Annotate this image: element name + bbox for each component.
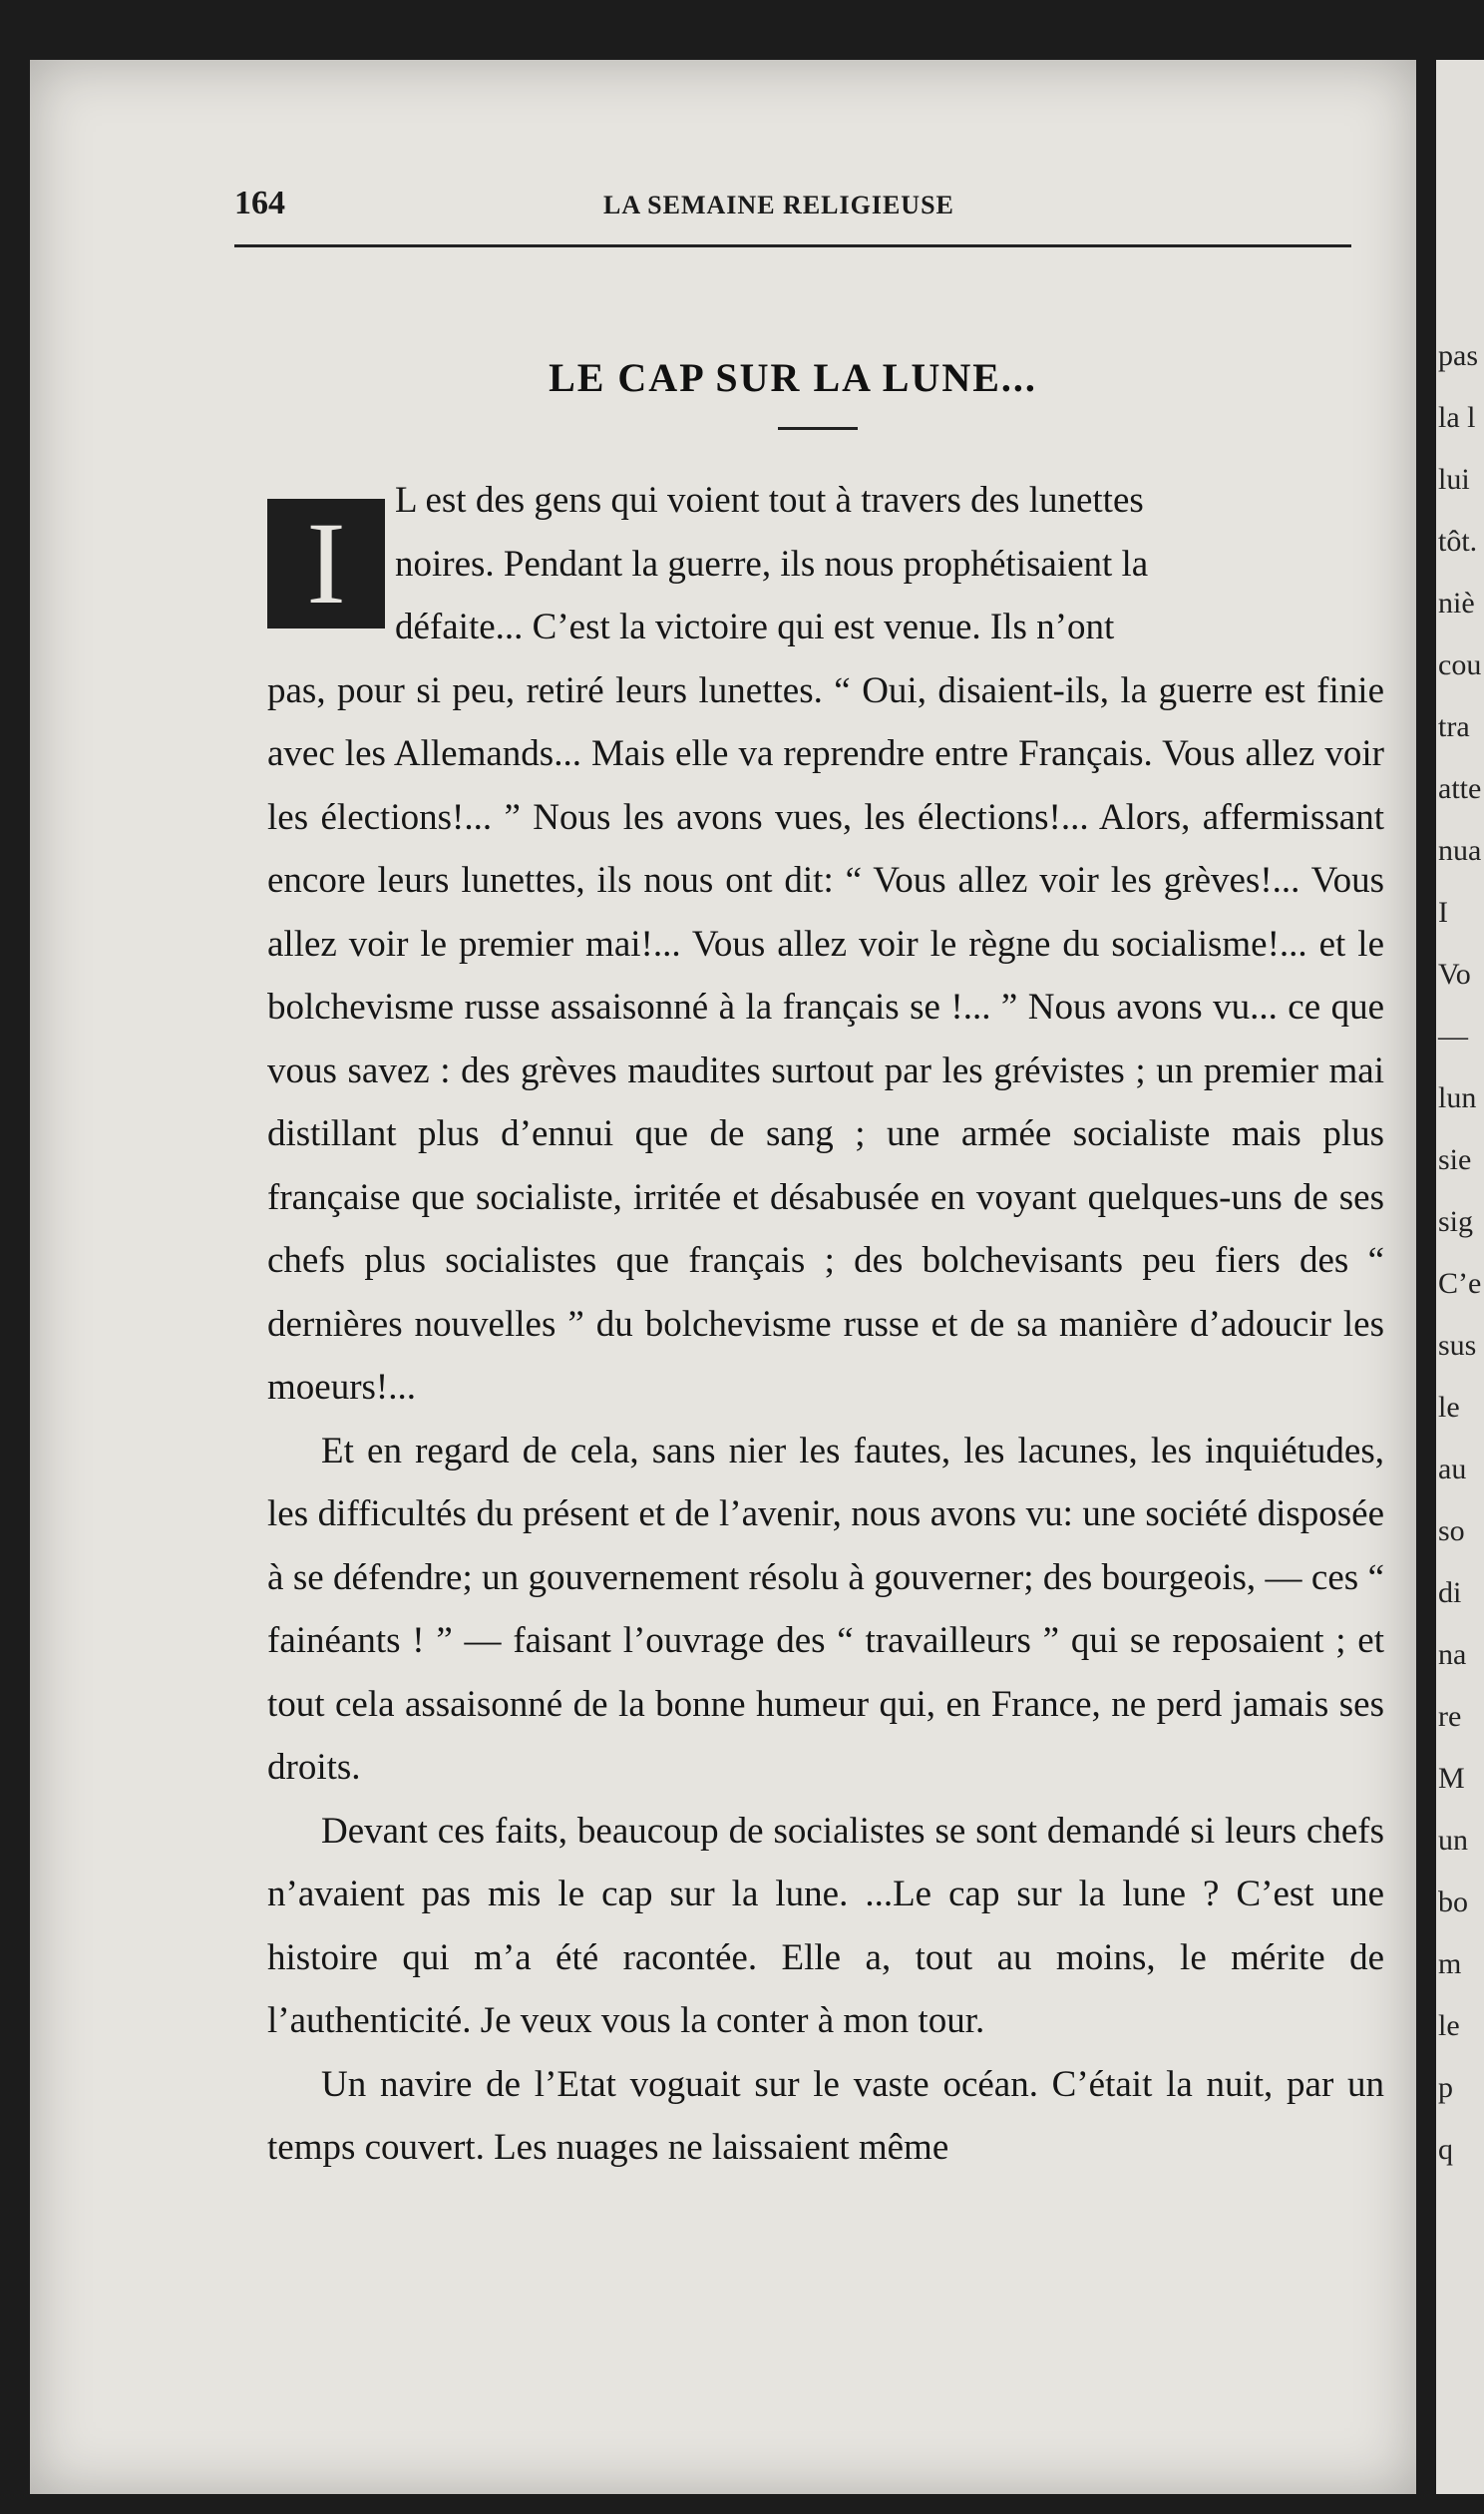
facing-page-fragment: tra xyxy=(1438,710,1470,743)
page-header xyxy=(234,185,1351,247)
facing-page-fragment: m xyxy=(1438,1947,1462,1980)
facing-page-fragment: p xyxy=(1438,2071,1453,2104)
facing-page-fragment: nua xyxy=(1438,834,1482,867)
facing-page-edge xyxy=(1436,60,1484,2494)
text-line: défaite... C’est la victoire qui est venue. Ils n’ont xyxy=(395,607,1115,647)
facing-page-fragment: q xyxy=(1438,2133,1453,2166)
title-rule xyxy=(778,427,858,430)
facing-page-fragment: cou xyxy=(1438,648,1482,681)
facing-page-fragment: Vo xyxy=(1438,958,1471,991)
paragraph-2: Et en regard de cela, sans nier les fautes, les lacunes, les inquiétudes, les difficultés du présent et de l’avenir, nous avons vu: une société disposée à se défendre; un gouvernement résolu à gouverner; des bourgeois, — ces “ fainéants ! ” — faisant l’ouvrage des “ travailleurs ” qui se reposaient ; et tout cela assaisonné de la bonne humeur qui, en France, ne perd jamais ses droits. xyxy=(267,1430,1384,1788)
facing-page-fragment: sig xyxy=(1438,1205,1474,1238)
running-title: LA SEMAINE RELIGIEUSE xyxy=(603,191,954,219)
paragraph-1-continuation: pas, pour si peu, retiré leurs lunettes. “ Oui, disaient-ils, la guerre est finie avec les Allemands... Mais elle va reprendre entre Français. Vous allez voir les élections!... ” Nous les avons vues, les élections!... Alors, affermissant encore leurs lunettes, ils nous ont dit: “ Vous allez voir les grèves!... Vous allez voir le premier mai!... Vous allez voir le règne du socialisme!... et le bolchevisme russe assaisonné à la français se !... ” Nous avons vu... ce que vous savez : des grèves maudites surtout par les grévistes ; un premier mai distillant plus d’ennui que de sang ; une armée socialiste mais plus française que socialiste, irritée et désabusée en voyant quelques-uns de ses chefs plus socialistes que français ; des bolchevisants peu fiers des “ dernières nouvelles ” du bolchevisme russe et de sa manière d’adoucir les moeurs!... xyxy=(267,669,1384,1408)
facing-page-fragment: sus xyxy=(1438,1329,1477,1362)
facing-page-fragment: bo xyxy=(1438,1886,1468,1918)
facing-page-fragment: so xyxy=(1438,1514,1465,1547)
facing-page-fragment: I xyxy=(1438,896,1448,929)
facing-page-fragment: M xyxy=(1438,1762,1465,1795)
text-line: L est des gens qui voient tout à travers des lunettes xyxy=(395,480,1144,521)
facing-page-fragment: di xyxy=(1438,1576,1462,1609)
drop-cap: I xyxy=(267,499,385,628)
article-body xyxy=(267,469,1384,2180)
facing-page-fragment: atte xyxy=(1438,772,1482,805)
facing-page-fragment: C’e xyxy=(1438,1267,1482,1300)
facing-page-fragment: au xyxy=(1438,1453,1467,1485)
facing-page-fragment: na xyxy=(1438,1638,1467,1671)
paragraph-3: Devant ces faits, beaucoup de socialistes se sont demandé si leurs chefs n’avaient pas mis le cap sur la lune. ...Le cap sur la lune ? C’est une histoire qui m’a été racontée. Elle a, tout au moins, le mérite de l’authenticité. Je veux vous la conter à mon tour. xyxy=(267,1810,1384,2041)
paragraph-4: Un navire de l’Etat voguait sur le vaste océan. C’était la nuit, par un temps couvert. Les nuages ne laissaient même xyxy=(267,2063,1384,2168)
page-number: 164 xyxy=(234,185,285,221)
facing-page-fragment: niè xyxy=(1438,587,1475,620)
facing-page-fragment: le xyxy=(1438,1391,1460,1424)
facing-page-fragment: sie xyxy=(1438,1143,1472,1176)
facing-page-fragment: le xyxy=(1438,2009,1460,2042)
facing-page-fragment: — xyxy=(1438,1020,1468,1052)
facing-page-fragment: lui xyxy=(1438,463,1470,496)
paragraph-1 xyxy=(267,469,1384,1420)
facing-page-fragment: lun xyxy=(1438,1081,1477,1114)
facing-page-fragment: la l xyxy=(1438,401,1476,434)
facing-page-fragment: re xyxy=(1438,1700,1462,1733)
facing-page-fragment: un xyxy=(1438,1824,1468,1857)
facing-page-fragment: pas xyxy=(1438,339,1478,372)
facing-page-fragment: tôt. xyxy=(1438,525,1478,558)
text-line: noires. Pendant la guerre, ils nous prophétisaient la xyxy=(395,543,1149,585)
article-title: LE CAP SUR LA LUNE... xyxy=(549,355,1037,400)
